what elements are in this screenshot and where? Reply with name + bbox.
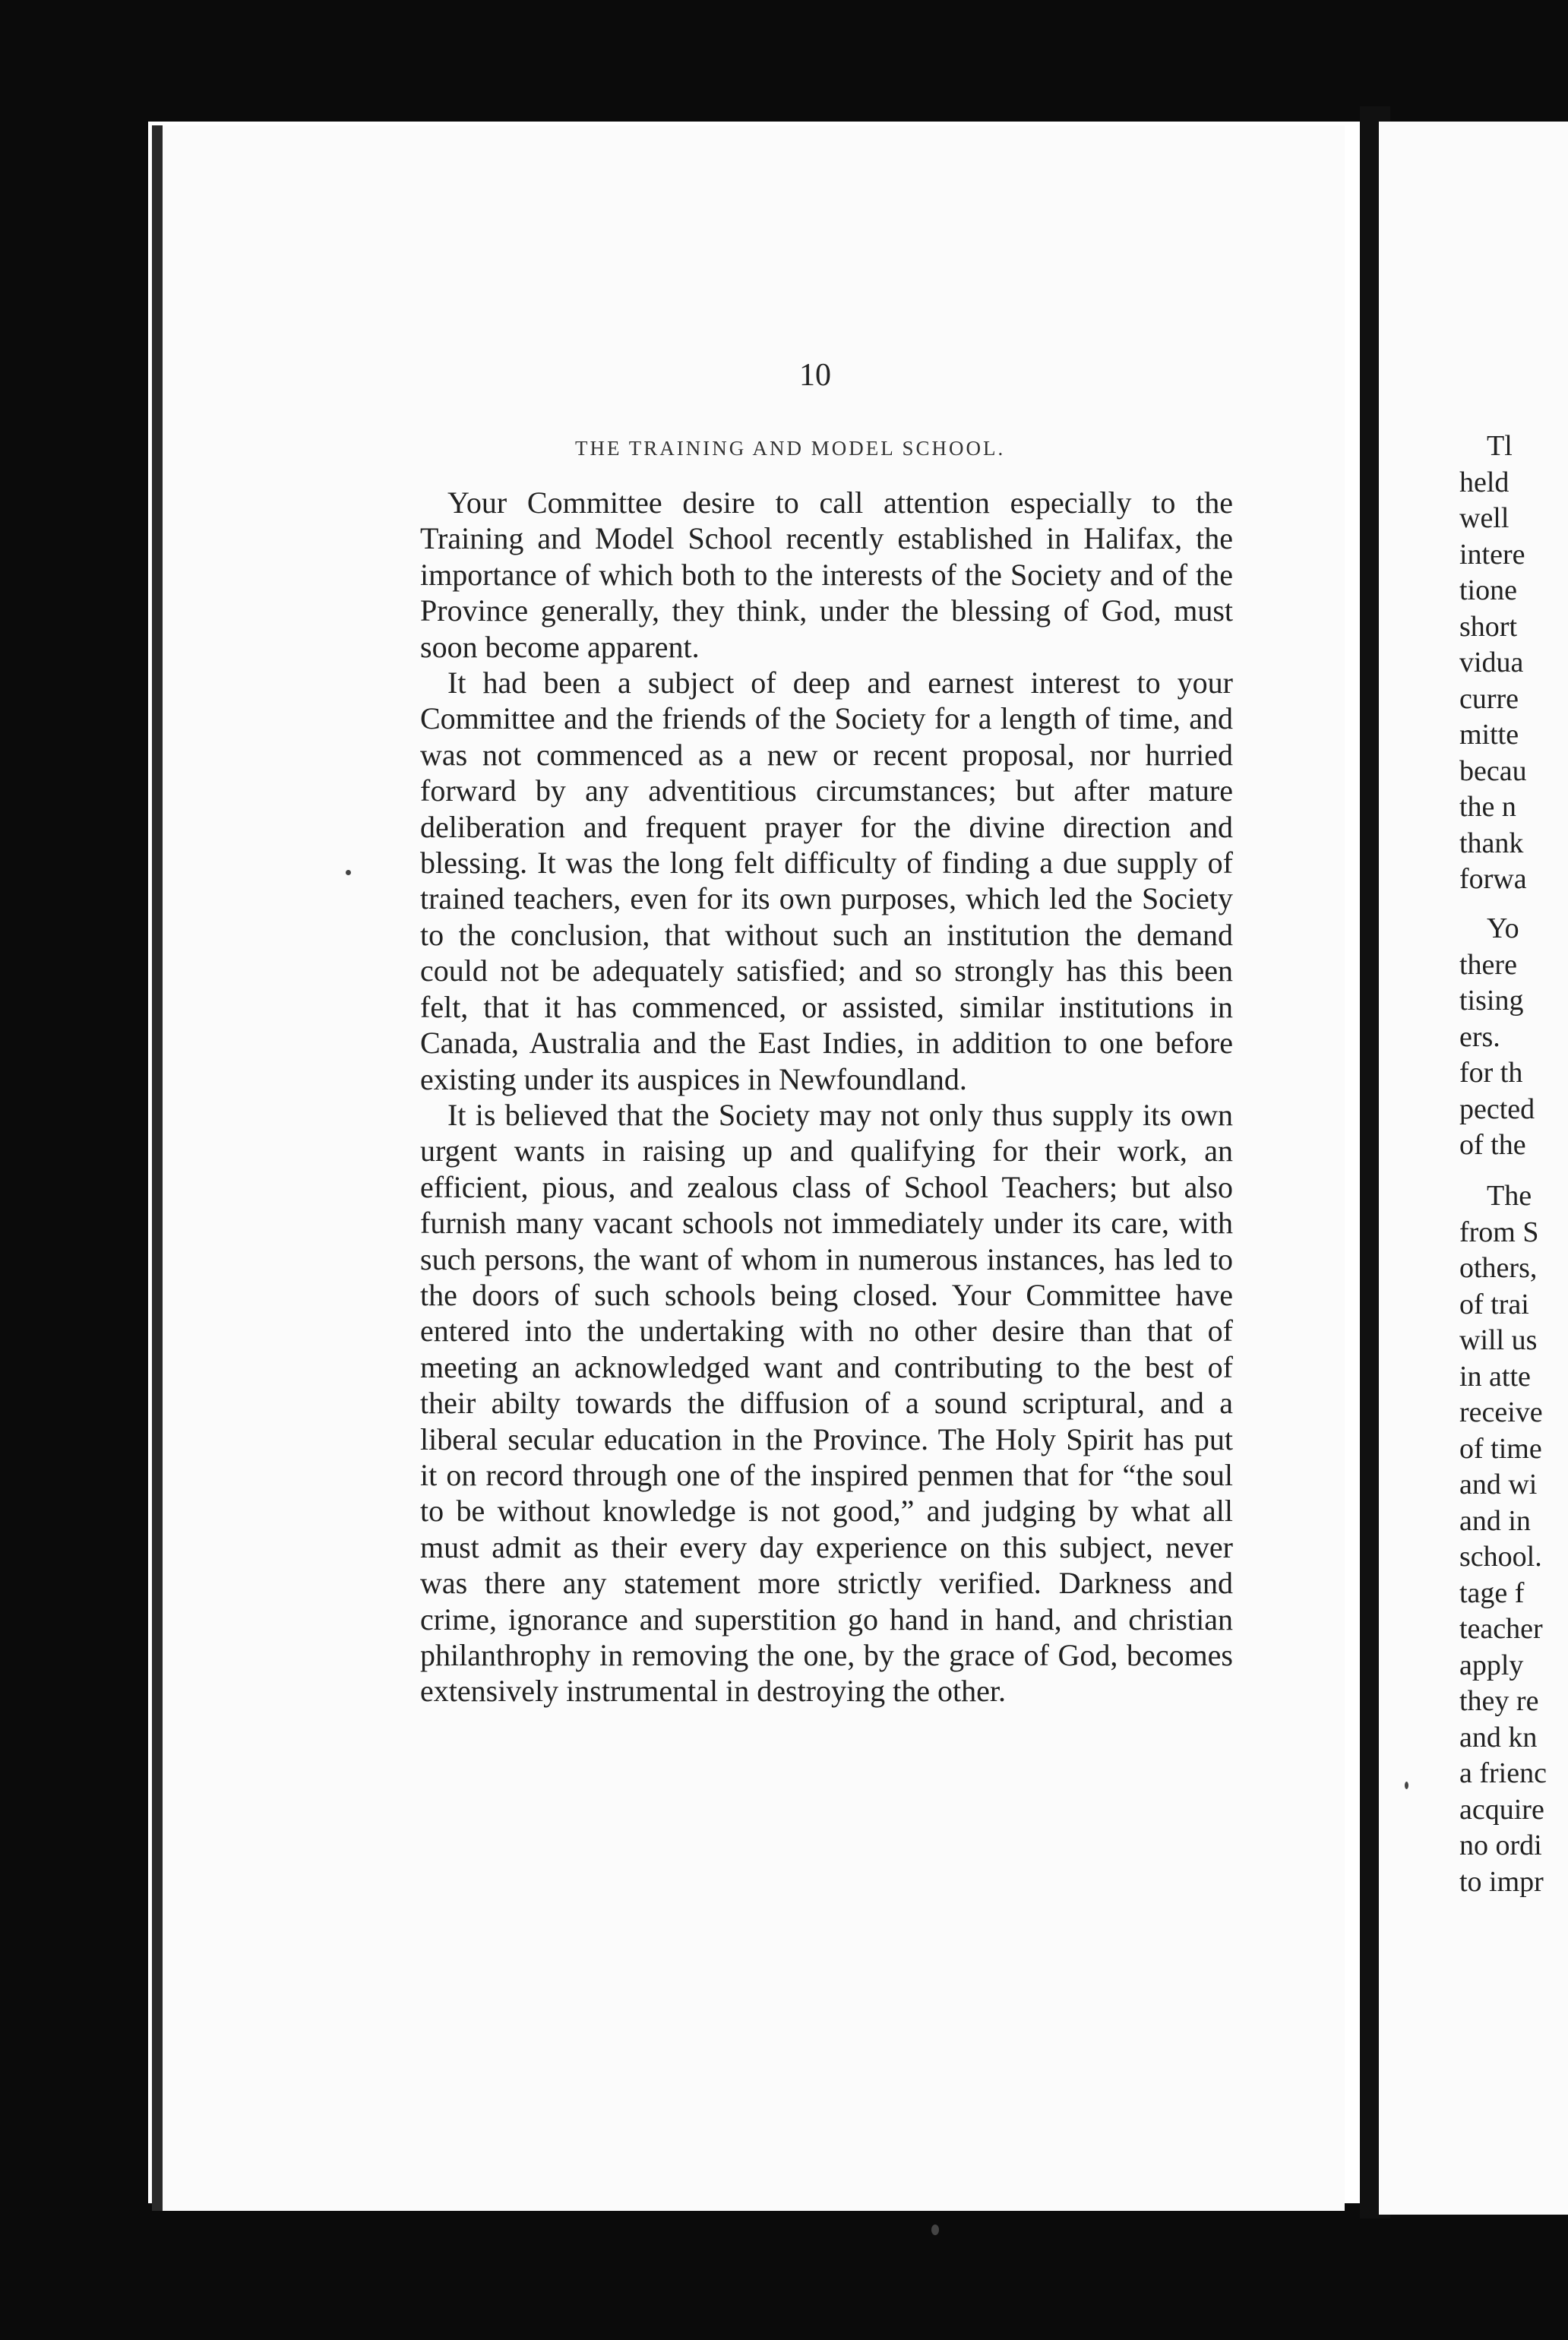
facing-page-line: school.	[1459, 1541, 1542, 1573]
facing-page-line: and wi	[1459, 1469, 1538, 1500]
scan-speck	[1405, 1782, 1408, 1789]
facing-page-line: the n	[1459, 791, 1516, 823]
facing-page-line: of trai	[1459, 1288, 1529, 1320]
facing-page-line: in atte	[1459, 1360, 1531, 1393]
facing-page-line: thank	[1459, 827, 1524, 859]
facing-page-line: no ordi	[1459, 1829, 1542, 1861]
facing-page-line: to impr	[1459, 1865, 1544, 1898]
paragraph-1: Your Committee desire to call attention especially to the Training and Model School recently established in Halifax, the importance of which both to the interests of the Society and of the Province generally, they think, under the blessing of God, must soon become apparent.	[420, 485, 1233, 664]
facing-page-line: Tl	[1487, 430, 1513, 462]
paragraph-2: It had been a subject of deep and earnest interest to your Committee and the friends of the Society for a length of time, and was not commenced as a new or recent proposal, nor hurried forward by any adventitious circumstances; but after mature deliberation and frequent prayer for the divine direction and blessing. It was the long felt difficulty of finding a due supply of trained teachers, even for its own purposes, which led the Society to the conclusion, that without such an institution the demand could not be adequately satisfied; and so strongly has this been felt, that it has commenced, or assisted, similar institutions in Canada, Australia and the East Indies, in addition to one before existing under its auspices in Newfoundland.	[420, 666, 1233, 1096]
facing-page-line: apply	[1459, 1649, 1524, 1681]
facing-page-line: they re	[1459, 1685, 1539, 1717]
facing-page-line: short	[1459, 610, 1517, 643]
facing-page-line: ers.	[1459, 1020, 1500, 1053]
facing-page-line: tage f	[1459, 1576, 1525, 1609]
facing-page-line: and kn	[1459, 1721, 1538, 1753]
facing-page-line: tising	[1459, 985, 1524, 1017]
section-heading: THE TRAINING AND MODEL SCHOOL.	[575, 437, 1006, 460]
facing-page-line: pected	[1459, 1093, 1535, 1125]
page-number: 10	[799, 358, 831, 393]
facing-page-line: tione	[1459, 574, 1517, 606]
facing-page	[1379, 122, 1568, 2215]
facing-page-line: mitte	[1459, 719, 1519, 751]
facing-page-line: intere	[1459, 538, 1525, 571]
paragraph-3: It is believed that the Society may not only thus supply its own urgent wants in raising up and qualifying for their work, an efficient, pious, and zealous class of School Teachers; but also furnish many vacant schools not immediately under its care, with such persons, the want of whom in numerous instances, has led to the doors of such schools being closed. Your Committee have entered into the undertaking with no other desire than that of meeting an acknowledged want and contributing to the best of their abilty towards the diffusion of a sound scriptural, and a liberal secular education in the Province. The Holy Spirit has put it on record through one of the inspired penmen that for “the soul to be without knowledge is not good,” and judging by what all must admit as their every day experience on this subject, never was there any statement more strictly verified. Darkness and crime, ignorance and superstition go hand in hand, and christian philanthrophy in removing the one, by the grace of God, becomes extensively instrumental in destroying the other.	[420, 1097, 1233, 1709]
facing-page-line: and in	[1459, 1504, 1531, 1537]
facing-page-line: a frienc	[1459, 1757, 1547, 1789]
facing-page-line: teacher	[1459, 1613, 1543, 1645]
facing-page-line: there	[1459, 948, 1517, 981]
facing-page-line: of the	[1459, 1129, 1526, 1161]
facing-page-line: becau	[1459, 754, 1527, 787]
scan-speck	[346, 870, 351, 875]
facing-page-line: for th	[1459, 1057, 1523, 1089]
facing-page-line: receive	[1459, 1396, 1543, 1428]
facing-page-line: will us	[1459, 1324, 1538, 1356]
facing-page-line: curre	[1459, 682, 1519, 715]
facing-page-line: The	[1487, 1180, 1532, 1212]
scan-speck	[931, 2225, 939, 2235]
film-border-bottom	[0, 2203, 1568, 2340]
facing-page-line: held	[1459, 466, 1510, 498]
film-border-left	[0, 0, 148, 2340]
facing-page-line: others,	[1459, 1252, 1538, 1284]
facing-page-line: forwa	[1459, 863, 1527, 895]
facing-page-line: Yo	[1487, 912, 1519, 944]
facing-page-line: acquire	[1459, 1793, 1544, 1826]
film-border-top	[0, 0, 1568, 122]
body-text	[420, 485, 1233, 1709]
facing-page-line: of time	[1459, 1432, 1542, 1465]
facing-page-line: from S	[1459, 1216, 1539, 1248]
facing-page-line: vidua	[1459, 647, 1524, 678]
facing-page-line: well	[1459, 502, 1510, 534]
